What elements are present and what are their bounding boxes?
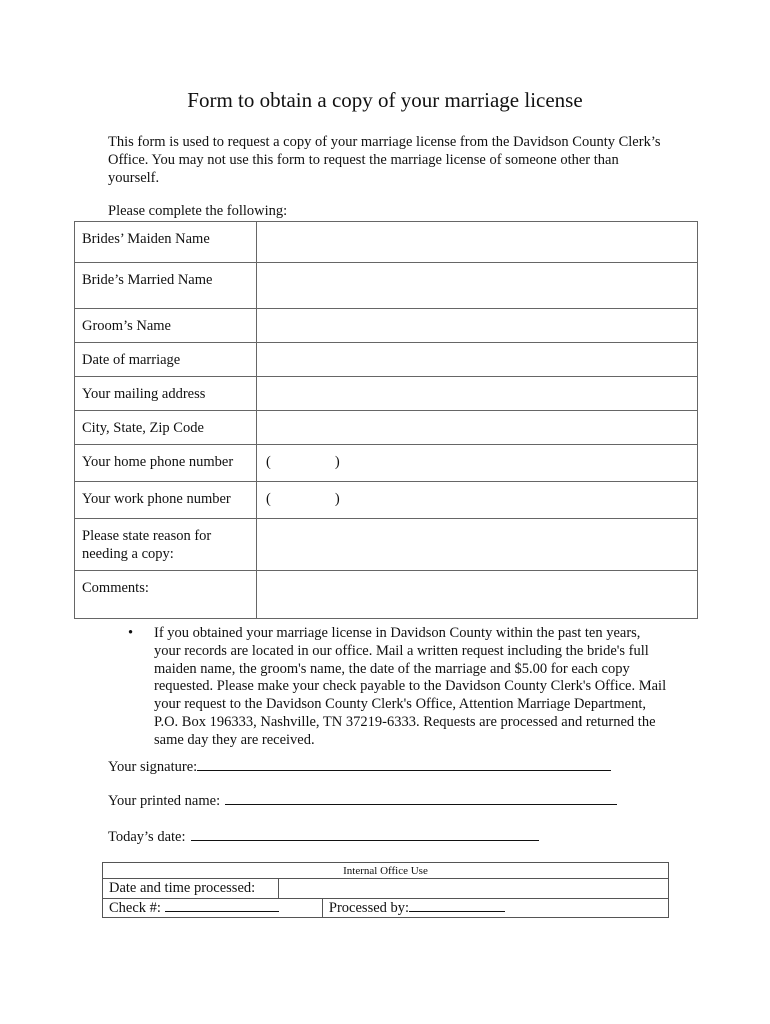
form-row-brides-maiden-name — [75, 222, 698, 263]
date-time-processed-label: Date and time processed: — [103, 879, 279, 899]
date-label: Today’s date: — [108, 829, 186, 845]
signature-label: Your signature: — [108, 759, 198, 775]
check-number-field[interactable] — [165, 899, 279, 912]
form-row-grooms-name — [75, 309, 698, 343]
instructions-text: If you obtained your marriage license in Davidson County within the past ten years, your records are located in our office. Mail a written request including the bride's full maiden name, the groom's name, the date of the marriage and $5.00 for each copy requested. Please make your check payable to the Davidson County Clerk's Office. Mail your request to the Davidson County Clerk's Office, Attention Marriage Department, P.O. Box 196333, Nashville, TN 37219-6333. Requests are processed and returned the same day they are received. — [154, 625, 667, 748]
field-label: Date of marriage — [75, 343, 257, 377]
work-phone-field[interactable] — [257, 482, 698, 519]
field-label: Please state reason for needing a copy: — [75, 519, 257, 571]
area-code-close-paren: ) — [334, 491, 340, 507]
check-number-cell — [103, 899, 323, 918]
processed-by-label: Processed by: — [328, 900, 410, 916]
processed-by-cell — [322, 899, 668, 918]
printed-name-field[interactable] — [225, 791, 617, 805]
mailing-address-field[interactable] — [257, 377, 698, 411]
field-label: Your mailing address — [75, 377, 257, 411]
brides-maiden-name-field[interactable] — [257, 222, 698, 263]
form-row-city-state-zip — [75, 411, 698, 445]
form-row-comments — [75, 571, 698, 619]
home-phone-field[interactable] — [257, 445, 698, 482]
field-label: Brides’ Maiden Name — [75, 222, 257, 263]
form-row-mailing-address — [75, 377, 698, 411]
request-form-table — [74, 221, 698, 619]
processed-by-field[interactable] — [409, 899, 505, 912]
area-code-open-paren: ( — [266, 454, 271, 470]
field-label: Your work phone number — [75, 482, 257, 519]
area-code-open-paren: ( — [266, 491, 271, 507]
printed-name-line — [108, 791, 617, 810]
instructions-prompt: Please complete the following: — [108, 203, 288, 219]
field-label: Groom’s Name — [75, 309, 257, 343]
printed-name-label: Your printed name: — [108, 793, 221, 809]
field-label: Your home phone number — [75, 445, 257, 482]
signature-field[interactable] — [197, 757, 611, 771]
mailing-instructions — [128, 625, 668, 750]
reason-field[interactable] — [257, 519, 698, 571]
date-time-processed-field[interactable] — [279, 879, 669, 899]
check-number-label: Check #: — [109, 900, 161, 916]
city-state-zip-field[interactable] — [257, 411, 698, 445]
form-row-reason — [75, 519, 698, 571]
field-label: City, State, Zip Code — [75, 411, 257, 445]
date-field[interactable] — [191, 827, 539, 841]
internal-office-use-header: Internal Office Use — [103, 863, 669, 879]
form-row-home-phone — [75, 445, 698, 482]
form-row-date-of-marriage — [75, 343, 698, 377]
date-of-marriage-field[interactable] — [257, 343, 698, 377]
date-line — [108, 827, 539, 846]
form-row-brides-married-name — [75, 263, 698, 309]
intro-paragraph: This form is used to request a copy of your marriage license from the Davidson County Clerk’s Office. You may not use this form to request the marriage license of someone other than yourself. — [108, 134, 661, 186]
signature-line — [108, 757, 611, 776]
comments-field[interactable] — [257, 571, 698, 619]
area-code-close-paren: ) — [334, 454, 340, 470]
grooms-name-field[interactable] — [257, 309, 698, 343]
field-label: Comments: — [75, 571, 257, 619]
brides-married-name-field[interactable] — [257, 263, 698, 309]
page-title: Form to obtain a copy of your marriage license — [187, 88, 583, 112]
internal-office-use-table — [102, 862, 669, 918]
form-row-work-phone — [75, 482, 698, 519]
bullet-point: • — [128, 625, 134, 641]
field-label: Bride’s Married Name — [75, 263, 257, 309]
